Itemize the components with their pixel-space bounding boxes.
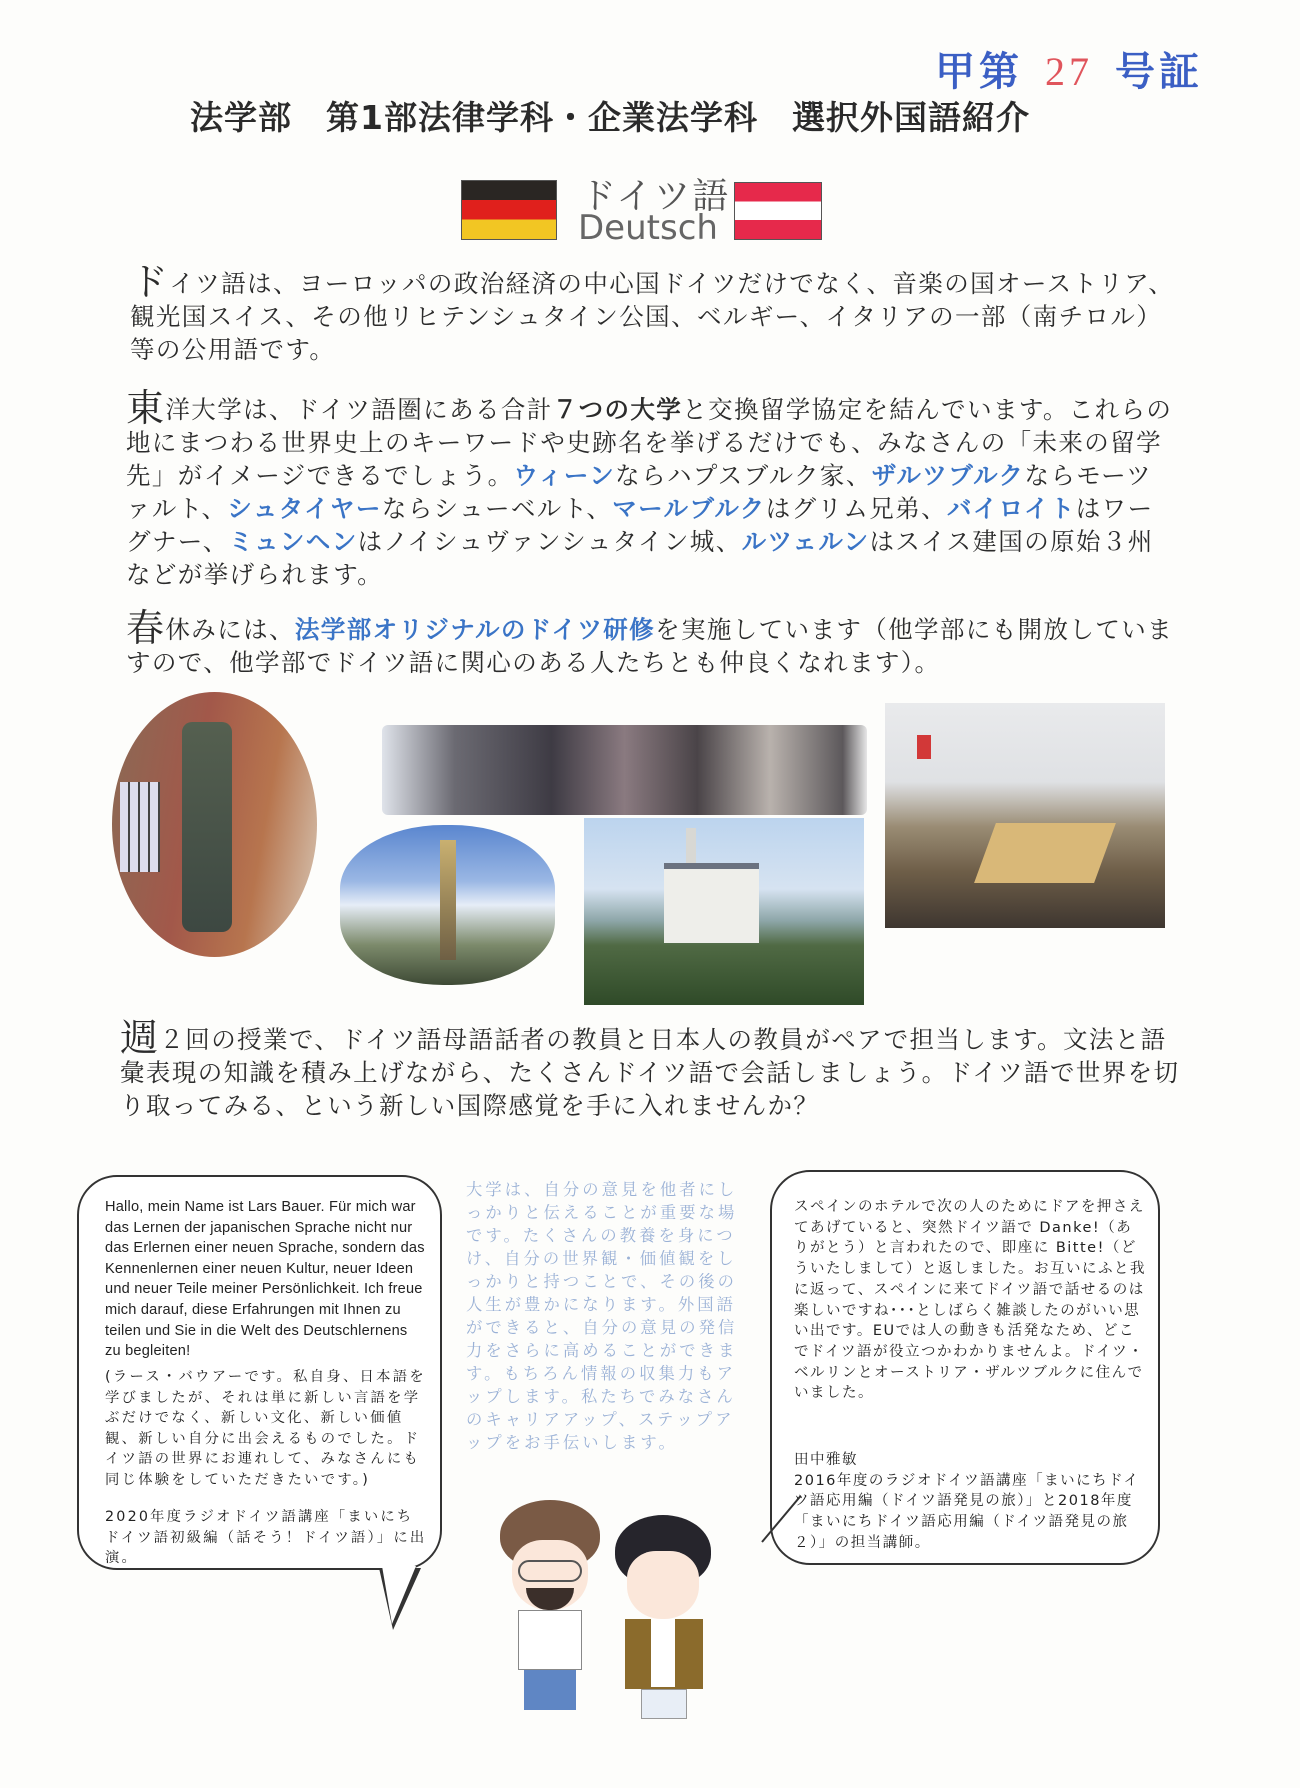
exchange-paragraph: 東洋大学は、ドイツ語圏にある合計７つの大学と交換留学協定を結んでいます。これらの地にまつわる世界史上のキーワードや史跡名を挙げるだけでも、みなさんの「未来の留学先」がイメージできるでしょう。ウィーンならハプスブルク家、ザルツブルクならモーツァルト、シュタイヤーならシューベルト、マールブルクはグリム兄弟、バイロイトはワーグナー、ミュンヘンはノイシュヴァンシュタイン城、ルツェルンはスイス建国の原始３州などが挙げられます。	[126, 386, 1173, 589]
stamp-suffix: 号証	[1115, 48, 1203, 95]
jeans	[524, 1670, 576, 1710]
city-steyr: シュタイヤー	[227, 494, 382, 523]
city-bayreuth: バイロイト	[947, 494, 1076, 523]
university-message: 大学は、自分の意見を他者にしっかりと伝えることが重要な場です。たくさんの教養を身につけ、自分の世界観・価値観をしっかりと持つことで、その後の人生が豊かになります。外国語ができると、自分の意見の発信力をさらに高めることができます。もちろん情報の収集力もアップします。私たちでみなさんのキャリアアップ、ステップアップをお手伝いします。	[466, 1180, 738, 1452]
pants	[641, 1689, 687, 1719]
language-name-ja: ドイツ語	[580, 176, 731, 217]
drop-cap: 春	[126, 606, 166, 650]
victory-column	[440, 840, 456, 960]
tanaka-message: スペインのホテルで次の人のためにドアを押さえてあげていると、突然ドイツ語で Danke!（ありがとう）と言われたので、即座に Bitte!（どういたしまして）と返しました。お互いにふと我に返って、スペインに来てドイツ語で話せるのは楽しいですね･･･としばらく雑談したのがいい思い出です。EUでは人の動きも活発なため、どこでドイツ語が役立つかわかりませんよ。ドイツ・ベルリンとオーストリア・ザルツブルクに住んでいました。	[794, 1199, 1146, 1402]
shirt	[651, 1619, 675, 1687]
stamp-prefix: 甲第	[935, 48, 1023, 95]
city-munich: ミュンヘン	[228, 527, 358, 556]
neuschwanstein-castle-photo	[584, 818, 864, 1005]
exhibit-stamp	[935, 40, 1203, 97]
shirt	[518, 1610, 582, 1670]
seven-universities: ７つの大学	[552, 395, 683, 424]
drop-cap: 東	[126, 386, 166, 430]
speech-bubble-tanaka	[770, 1170, 1160, 1565]
classroom-photo	[885, 703, 1165, 928]
bremen-town-musicians-photo	[112, 692, 317, 957]
austria-flag-icon	[734, 182, 822, 240]
lars-bio: 2020年度ラジオドイツ語講座「まいにちドイツ語初級編（話そう！ドイツ語）」に出演。	[105, 1509, 427, 1567]
table	[974, 823, 1116, 883]
page-title: 法学部 第1部法律学科・企業法学科 選択外国語紹介	[190, 98, 1030, 137]
castle-tower	[686, 828, 696, 868]
lars-message-japanese: (ラース・バウアーです。私自身、日本語を学びましたが、それは単に新しい言語を学ぶだけでなく、新しい文化、新しい価値観、新しい自分に出会えるものでした。ドイツ語の世界にお連れして、みなさんにも同じ体験をしていただきたいです。)	[105, 1369, 426, 1488]
drop-cap: 週	[120, 1016, 160, 1060]
building-window	[120, 782, 160, 872]
language-name-de: Deutsch	[578, 208, 718, 248]
students-group-photo	[382, 725, 867, 815]
tanaka-bio-block	[794, 1450, 1146, 1554]
germany-flag-icon	[461, 180, 557, 240]
stamp-number: 27	[1045, 49, 1093, 94]
berlin-victory-column-photo	[340, 825, 555, 985]
spring-training-paragraph: 春休みには、法学部オリジナルのドイツ研修を実施しています（他学部にも開放していますので、他学部でドイツ語に関心のある人たちとも仲良くなれます）。	[126, 606, 1174, 677]
law-faculty-training: 法学部オリジナルのドイツ研修	[294, 615, 656, 644]
face	[627, 1551, 699, 1619]
city-salzburg: ザルツブルク	[871, 461, 1025, 490]
intro-paragraph: ドイツ語は、ヨーロッパの政治経済の中心国ドイツだけでなく、音楽の国オーストリア、観光国スイス、その他リヒテンシュタイン公国、ベルギー、イタリアの一部（南チロル）等の公用語です。	[130, 260, 1175, 364]
drop-cap: ド	[130, 260, 170, 304]
glasses-icon	[518, 1560, 582, 1582]
bubble-tail-inner	[382, 1566, 416, 1624]
lars-bauer-illustration	[500, 1500, 600, 1715]
tanaka-name: 田中雅敏	[794, 1452, 858, 1468]
city-vienna: ウィーン	[513, 461, 616, 490]
tanaka-illustration	[615, 1515, 715, 1720]
city-marburg: マールブルク	[612, 494, 766, 523]
classes-paragraph: 週２回の授業で、ドイツ語母語話者の教員と日本人の教員がペアで担当します。文法と語彙表現の知識を積み上げながら、たくさんドイツ語で会話しましょう。ドイツ語で世界を切り取ってみる、という新しい国際感覚を手に入れませんか？	[120, 1016, 1180, 1120]
city-lucerne: ルツェルン	[741, 527, 870, 556]
speech-bubble-lars	[77, 1175, 442, 1570]
wall-sign	[917, 735, 931, 759]
lars-message-german: Hallo, mein Name ist Lars Bauer. Für mich war das Lernen der japanischen Sprache nicht nur das Erlernen einer neuen Sprache, sondern das Kennenlernen einer neuen Kultur, neuer Ideen und neuer Teile meiner Persönlichkeit. Ich freue mich darauf, diese Erfahrungen mit Ihnen zu teilen und Sie in die Welt des Deutschlernens zu begleiten!	[105, 1199, 425, 1360]
statue	[182, 722, 232, 932]
castle	[664, 863, 759, 943]
tanaka-bio: 2016年度のラジオドイツ語講座「まいにちドイツ語応用編（ドイツ語発見の旅）」と2018年度「まいにちドイツ語応用編（ドイツ語発見の旅２）」の担当講師。	[794, 1472, 1140, 1551]
